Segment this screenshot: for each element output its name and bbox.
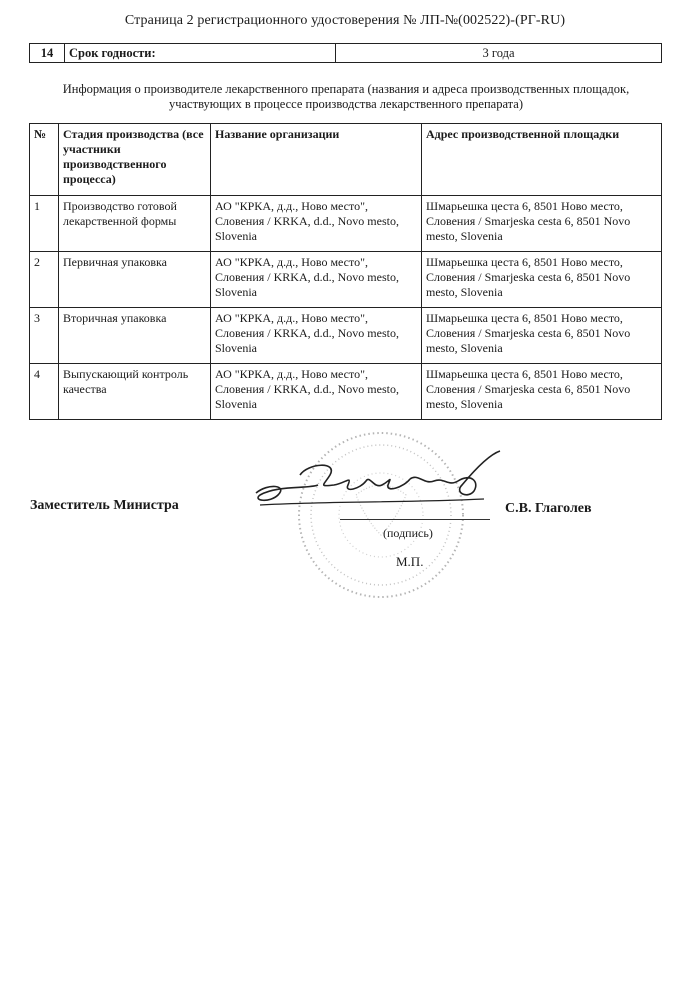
row-number: 4	[30, 364, 59, 420]
expiry-number: 14	[30, 44, 65, 63]
row-stage: Выпускающий контроль качества	[59, 364, 211, 420]
row-address: Шмарьешка цеста 6, 8501 Ново место, Словения / Smarjeska cesta 6, 8501 Novo mesto, Slovenia	[422, 252, 662, 308]
header-address: Адрес производственной площадки	[422, 124, 662, 196]
row-address: Шмарьешка цеста 6, 8501 Ново место, Словения / Smarjeska cesta 6, 8501 Novo mesto, Slovenia	[422, 196, 662, 252]
row-organization: АО "КРКА, д.д., Ново место", Словения / KRKA, d.d., Novo mesto, Slovenia	[211, 308, 422, 364]
table-row	[30, 252, 662, 308]
signer-position: Заместитель Министра	[30, 498, 179, 513]
header-stage: Стадия производства (все участники производственного процесса)	[59, 124, 211, 196]
row-organization: АО "КРКА, д.д., Ново место", Словения / KRKA, d.d., Novo mesto, Slovenia	[211, 364, 422, 420]
row-number: 1	[30, 196, 59, 252]
table-header-row	[30, 124, 662, 196]
row-organization: АО "КРКА, д.д., Ново место", Словения / KRKA, d.d., Novo mesto, Slovenia	[211, 196, 422, 252]
handwritten-signature	[248, 445, 528, 525]
signature-line	[340, 519, 490, 520]
table-row	[30, 364, 662, 420]
table-row	[30, 308, 662, 364]
expiry-value: 3 года	[336, 44, 662, 63]
header-number: №	[30, 124, 59, 196]
manufacturer-info-intro: Информация о производителе лекарственного препарата (названия и адреса производственных площадок, участвующих в процессе производства лекарственного препарата)	[62, 82, 630, 111]
signer-name: С.В. Глаголев	[505, 501, 592, 516]
row-stage: Вторичная упаковка	[59, 308, 211, 364]
page-header: Страница 2 регистрационного удостоверения № ЛП-№(002522)-(РГ-RU)	[124, 13, 566, 28]
manufacturer-table	[29, 123, 662, 420]
table-row	[30, 196, 662, 252]
row-number: 2	[30, 252, 59, 308]
row-stage: Производство готовой лекарственной формы	[59, 196, 211, 252]
header-organization: Название организации	[211, 124, 422, 196]
row-stage: Первичная упаковка	[59, 252, 211, 308]
expiry-table	[29, 43, 662, 63]
stamp-label: М.П.	[396, 554, 424, 569]
signature-caption: (подпись)	[383, 526, 433, 540]
row-address: Шмарьешка цеста 6, 8501 Ново место, Словения / Smarjeska cesta 6, 8501 Novo mesto, Slovenia	[422, 308, 662, 364]
row-organization: АО "КРКА, д.д., Ново место", Словения / KRKA, d.d., Novo mesto, Slovenia	[211, 252, 422, 308]
row-number: 3	[30, 308, 59, 364]
expiry-label: Срок годности:	[65, 44, 336, 63]
expiry-row	[30, 44, 662, 63]
row-address: Шмарьешка цеста 6, 8501 Ново место, Словения / Smarjeska cesta 6, 8501 Novo mesto, Slovenia	[422, 364, 662, 420]
